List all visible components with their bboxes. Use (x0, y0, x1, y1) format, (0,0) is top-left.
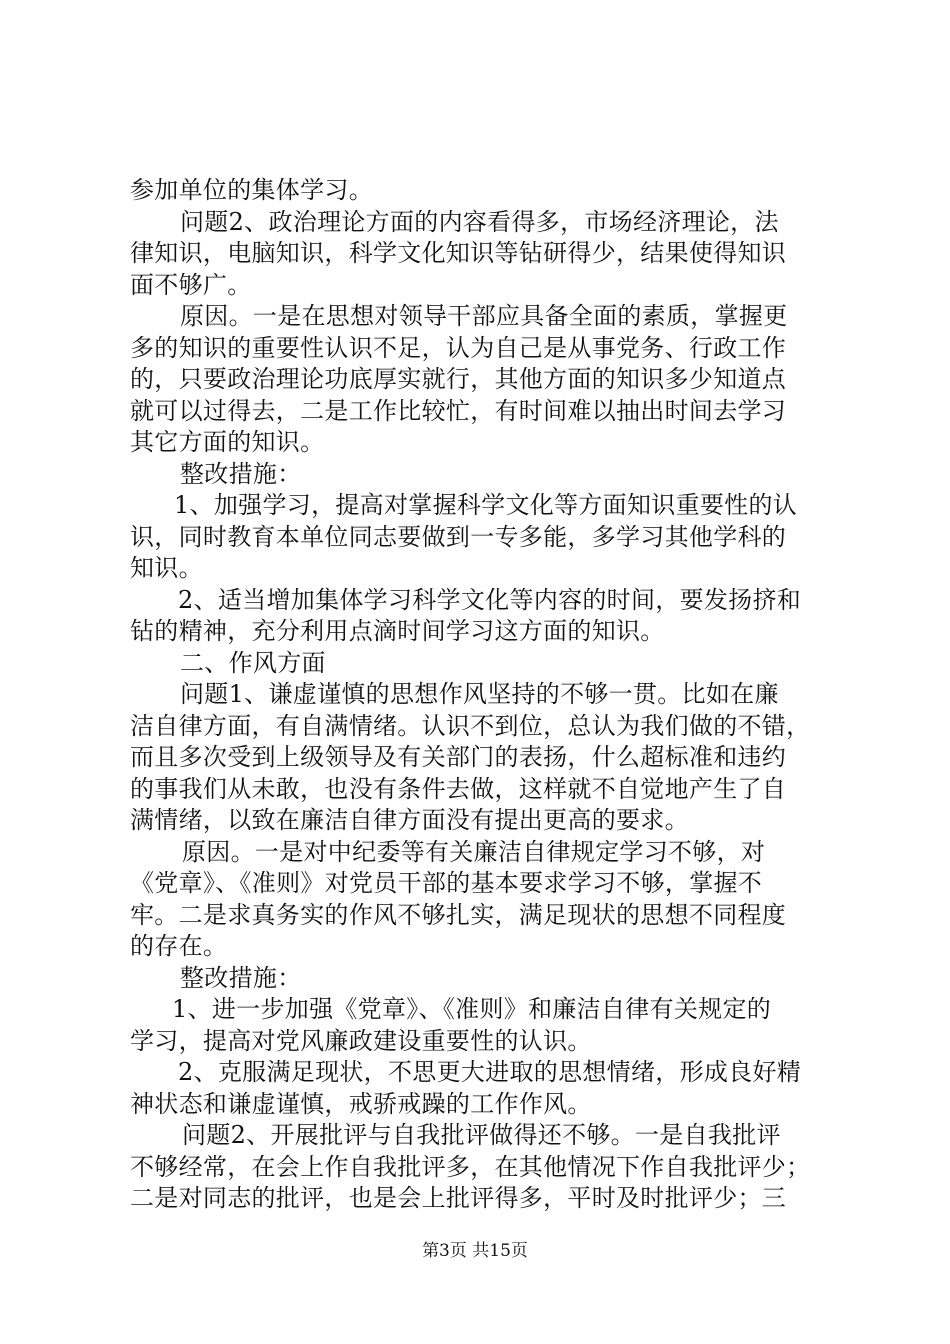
text-line: 问题2、开展批评与自我批评做得还不够。一是自我批评 (182, 1121, 781, 1149)
text-line: 整改措施： (180, 964, 302, 992)
text-line: 律知识，电脑知识，科学文化知识等钻研得少，结果使得知识 (130, 239, 787, 267)
text-line: 二是对同志的批评，也是会上批评得多，平时及时批评少；三 (130, 1184, 787, 1212)
text-line: 2、克服满足现状，不思更大进取的思想情绪，形成良好精 (178, 1058, 802, 1086)
text-line: 面不够广。 (130, 271, 252, 299)
text-line: 不够经常，在会上作自我批评多，在其他情况下作自我批评少； (130, 1153, 811, 1181)
text-line: 原因。一是在思想对领导干部应具备全面的素质，掌握更 (180, 302, 788, 330)
text-line: 神状态和谦虚谨慎，戒骄戒躁的工作作风。 (130, 1090, 592, 1118)
text-line: 钻的精神，充分利用点滴时间学习这方面的知识。 (130, 617, 665, 645)
text-line: 多的知识的重要性认识不足，认为自己是从事党务、行政工作 (130, 334, 787, 362)
text-line: 满情绪，以致在廉洁自律方面没有提出更高的要求。 (130, 806, 689, 834)
text-line: 参加单位的集体学习。 (130, 176, 373, 204)
text-line: 原因。一是对中纪委等有关廉洁自律规定学习不够，对 (182, 838, 766, 866)
text-line: 《党章》、《准则》对党员干部的基本要求学习不够，掌握不 (130, 869, 763, 897)
text-line: 知识。 (130, 554, 203, 582)
text-line: 的存在。 (130, 932, 228, 960)
page-number-footer: 第3页 共15页 (422, 1241, 528, 1261)
text-line: 就可以过得去，二是工作比较忙，有时间难以抽出时间去学习 (130, 397, 787, 425)
text-line: 识，同时教育本单位同志要做到一专多能，多学习其他学科的 (130, 523, 787, 551)
text-line: 2、适当增加集体学习科学文化等内容的时间，要发扬挤和 (178, 586, 802, 614)
text-line: 1、进一步加强《党章》、《准则》和廉洁自律有关规定的 (172, 995, 772, 1023)
text-line: 而且多次受到上级领导及有关部门的表扬，什么超标准和违约 (130, 743, 787, 771)
text-line: 问题1、谦虚谨慎的思想作风坚持的不够一贯。比如在廉 (180, 680, 779, 708)
text-line: 问题2、政治理论方面的内容看得多，市场经济理论，法 (180, 208, 779, 236)
text-line: 1、加强学习，提高对掌握科学文化等方面知识重要性的认 (174, 491, 798, 519)
text-line: 的，只要政治理论功底厚实就行，其他方面的知识多少知道点 (130, 365, 787, 393)
text-line: 整改措施： (180, 460, 302, 488)
text-line: 其它方面的知识。 (130, 428, 325, 456)
text-line: 学习，提高对党风廉政建设重要性的认识。 (130, 1027, 592, 1055)
text-line: 的事我们从未敢，也没有条件去做，这样就不自觉地产生了自 (130, 775, 787, 803)
section-heading: 二、作风方面 (180, 649, 326, 677)
text-line: 牢。二是求真务实的作风不够扎实，满足现状的思想不同程度 (130, 901, 787, 929)
text-line: 洁自律方面，有自满情绪。认识不到位，总认为我们做的不错， (130, 712, 811, 740)
